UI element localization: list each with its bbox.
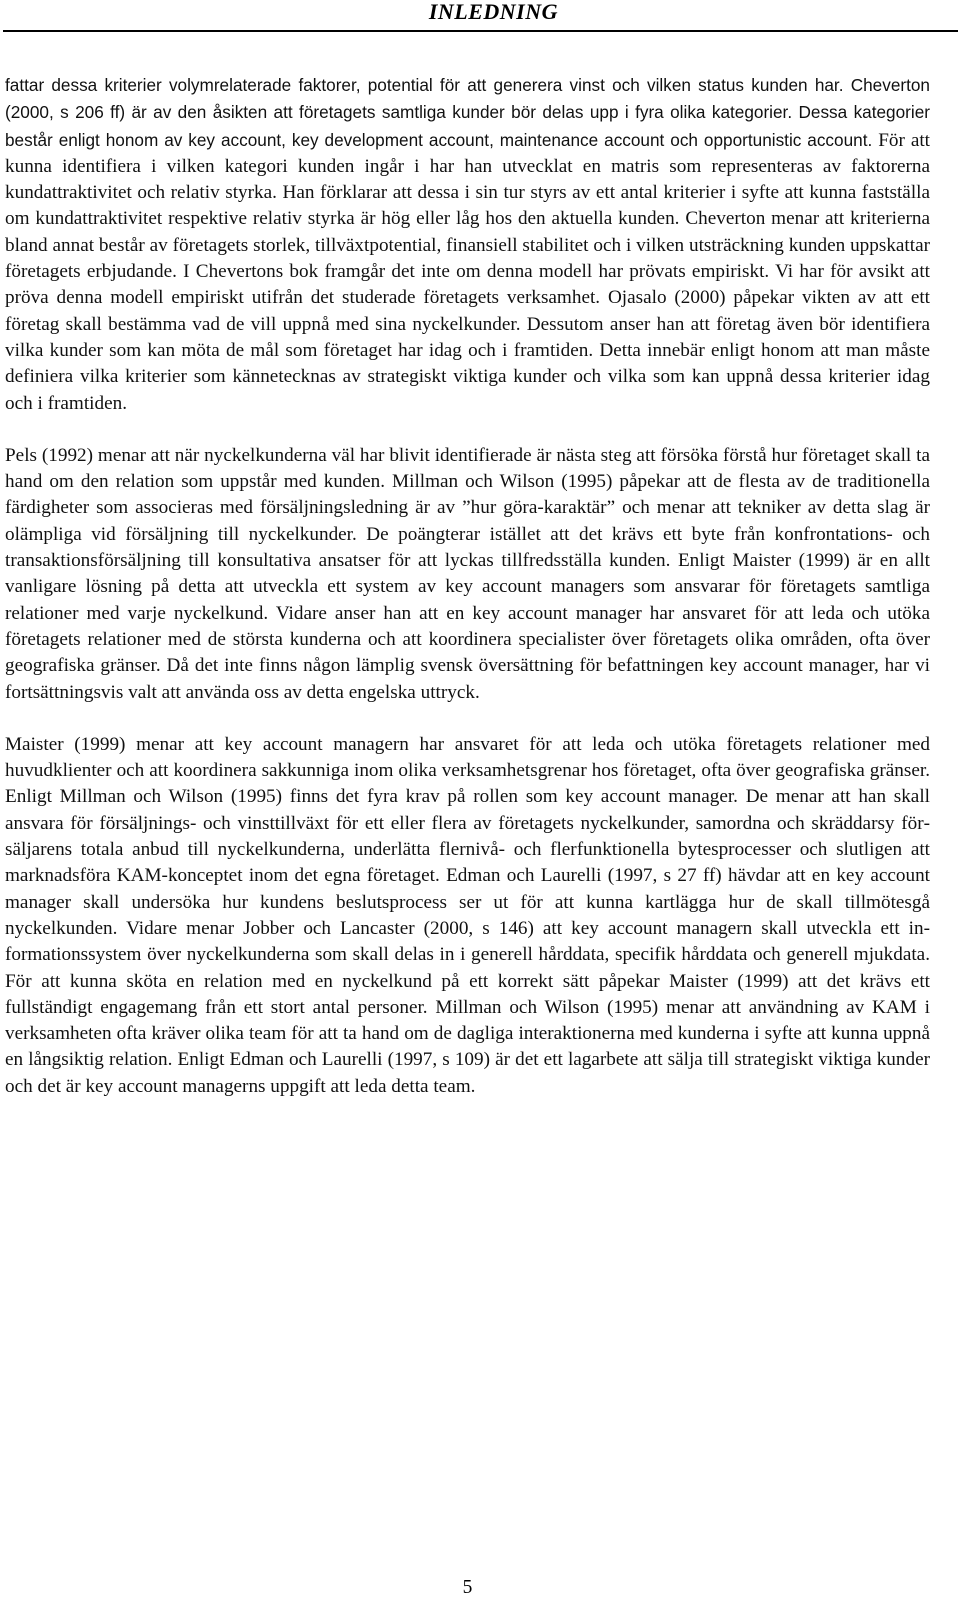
document-body	[5, 72, 930, 1100]
paragraph-gap	[5, 706, 930, 732]
paragraph-1-serif-part: För att kunna identifiera i vilken kategori kunden ingår i har han utvecklat en matris som representeras av faktorerna kundattraktivitet och relativ styrka. Han förklarar att dessa i sin tur styrs av ett antal kriterier i syfte att kunna fastställa om kundattraktivitet respektive relativ styrka är hög eller låg hos den aktuella kunden. Cheverton menar att kriterierna bland annat består av företagets storlek, tillväxtpotential, finansiell stabilitet och i vilken utsträckning kunden uppskattar företagets erbjudande. I Chevertons bok framgår det inte om denna modell har prövats empiriskt. Vi har för avsikt att pröva denna modell empiriskt utifrån det studerade företagets verksamhet. Ojasalo (2000) påpekar vikten av att ett företag skall bestämma vad de vill uppnå med sina nyckelkunder. Dessutom anser han att företag även bör identifiera vilka kunder som kan möta de mål som företaget har idag och i framtiden. Detta innebär enligt honom att man måste definiera vilka kriterier som kännetecknas av strategiskt viktiga kunder och vilka som kan uppnå dessa kriterier idag och i framtiden.	[5, 129, 931, 414]
page-number: 5	[462, 1577, 473, 1598]
header-title: INLEDNING	[428, 0, 558, 24]
paragraph-1	[5, 72, 930, 417]
running-header	[3, 0, 958, 32]
paragraph-2: Pels (1992) menar att när nyckelkunderna väl har blivit identifierade är nästa steg att försöka förstå hur företaget skall ta hand om den relation som uppstår med kunden. Millman och Wilson (1995) påpekar att de flesta av de traditionella färdigheter som associeras med försäljningsledning är av ”hur göra-karaktär” och menar att tekniker av detta slag är olämpliga vid försäljning till nyckelkunder. De poängterar istället att det krävs ett byte från konfrontations- och transaktionsförsäljning till konsultativa ansatser för att lyckas tillfredsställa kunden. Enligt Maister (1999) är en allt vanligare lösning på detta att utveckla ett system av key account managers som ansvarar för företagets samtliga relationer med varje nyckelkund. Vidare anser han att en key account manager har ansvaret för att leda och utöka företagets relationer med de största kunderna och att koordinera specialister över företagets olika områden, ofta över geografiska gränser. Då det inte finns någon lämplig svensk översättning för befattningen key account manager, har vi fortsättningsvis valt att använda oss av detta engelska uttryck.	[5, 444, 930, 703]
paragraph-1-sans-part: fattar dessa kriterier volymrelaterade faktorer, potential för att generera vinst och vilken status kunden har. Cheverton (2000, s 206 ff) är av den åsikten att företagets samtliga kunder bör delas upp i fyra olika kategorier. Dessa kategorier består enligt honom av key account, key development account, maintenance account och opportunistic account.	[5, 75, 930, 150]
paragraph-3: Maister (1999) menar att key account managern har ansvaret för att leda och utöka företagets relationer med huvudklienter och att koordinera sakkunniga inom olika verksamhetsgrenar hos företaget, ofta över geografiska gränser. Enligt Millman och Wilson (1995) finns det fyra krav på rollen som key account manager. De menar att han skall ansvara för försäljnings- och vinsttillväxt för ett eller flera av företagets nyckelkunder, samordna och skräddarsy försäljarens totala anbud till nyckelkunderna, underlätta flernivå- och flerfunktionella bytesprocesser och slutligen att marknadsföra KAM-konceptet inom det egna företaget. Edman och Laurelli (1997, s 27 ff) hävdar att en key account manager skall undersöka hur kundens beslutsprocess ser ut för att kunna kartlägga hur de skall tillmötesgå nyckelkunden. Vidare menar Jobber och Lancaster (2000, s 146) att key account managern skall utveckla ett informationssystem över nyckelkunderna som skall delas in i generell hårddata, specifik hårddata och generell mjukdata. För att kunna sköta en relation med en nyckelkund på ett korrekt sätt påpekar Maister (1999) att det krävs ett fullständigt engagemang från ett stort antal personer. Millman och Wilson (1995) menar att användning av KAM i verksamheten ofta kräver olika team för att ta hand om de dagliga interaktionerna med kunderna i syfte att kunna uppnå en långsiktig relation. Enligt Edman och Laurelli (1997, s 109) är det ett lagarbete att sälja till strategiskt viktiga kunder och det är key account managerns uppgift att leda detta team.	[5, 733, 930, 1097]
paragraph-gap	[5, 417, 930, 443]
